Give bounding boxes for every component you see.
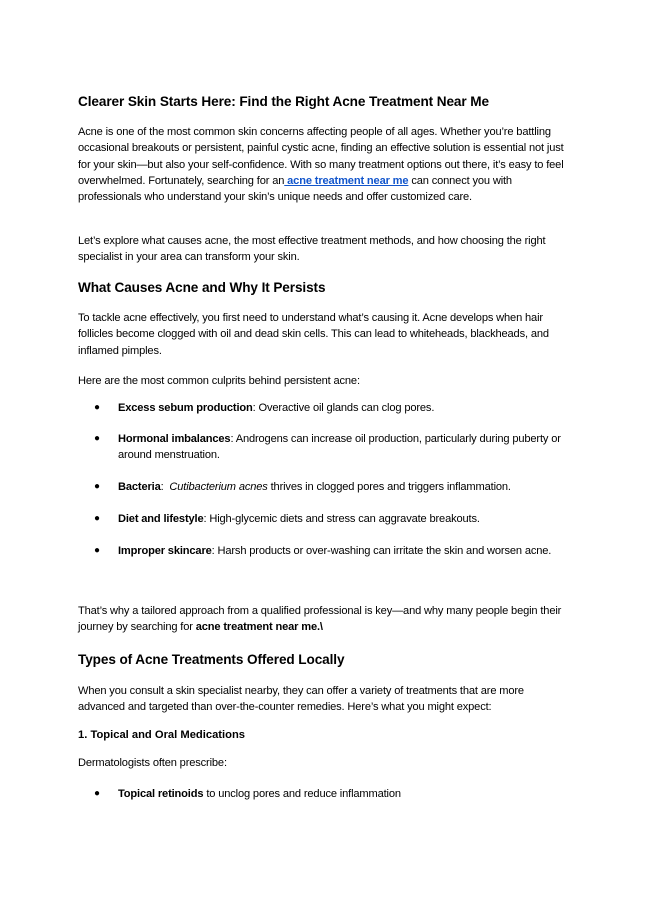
culprits-intro: Here are the most common culprits behind persistent acne: [78, 375, 360, 387]
bullet-icon: ● [94, 788, 101, 799]
bullet-icon: ● [94, 481, 101, 492]
bullet-icon: ● [94, 545, 101, 556]
subheading-medications: 1. Topical and Oral Medications [78, 729, 246, 741]
intro-text-start: Acne is one of the most common skin concerns affecting people of all ages. Whether you’re battling occasional breakouts or persistent, painful cystic acne, finding an effective solution is essential not just for your skin—but also your self-confidence. With so many treatment options out there, it’s easy to feel overwhelmed. Fortunately, searching for an [78, 126, 564, 187]
list-item: Excess sebum production: Overactive oil glands can clog pores. [118, 402, 435, 414]
closing-paragraph: That’s why a tailored approach from a qualified professional is key—and why many people begin their journey by searching for acne treatment near me.\ [78, 605, 562, 634]
page-title: Clearer Skin Starts Here: Find the Right Acne Treatment Near Me [78, 94, 489, 109]
bullet-icon: ● [94, 513, 101, 524]
intro-text-end: can connect you with professionals who understand your skin’s unique needs and offer customized care. [78, 174, 512, 204]
acne-treatment-link[interactable]: acne treatment near me [284, 174, 409, 187]
section-heading-treatments: Types of Acne Treatments Offered Locally [78, 652, 345, 667]
section-heading-causes: What Causes Acne and Why It Persists [78, 280, 326, 295]
causes-paragraph: To tackle acne effectively, you first need to understand what’s causing it. Acne develops when hair follicles become clogged with oil and dead skin cells. This can lead to whiteheads, blackheads, and inflamed pimples. [78, 312, 549, 357]
intro-paragraph [78, 124, 572, 205]
list-item: Diet and lifestyle: High-glycemic diets and stress can aggravate breakouts. [118, 513, 480, 525]
dermatologists-paragraph: Dermatologists often prescribe: [78, 757, 227, 769]
bullet-icon: ● [94, 402, 101, 413]
treatments-paragraph: When you consult a skin specialist nearby, they can offer a variety of treatments that are more advanced and targeted than over-the-counter remedies. Here’s what you might expect: [78, 685, 524, 714]
list-item: Hormonal imbalances: Androgens can increase oil production, particularly during puberty or around menstruation. [118, 433, 561, 462]
list-item: Bacteria: Cutibacterium acnes thrives in clogged pores and triggers inflammation. [118, 481, 511, 493]
list-item: Improper skincare: Harsh products or over-washing can irritate the skin and worsen acne. [118, 545, 552, 557]
intro-paragraph-2: Let’s explore what causes acne, the most effective treatment methods, and how choosing the right specialist in your area can transform your skin. [78, 235, 546, 264]
bullet-icon: ● [94, 433, 101, 444]
list-item: Topical retinoids to unclog pores and reduce inflammation [118, 788, 401, 800]
